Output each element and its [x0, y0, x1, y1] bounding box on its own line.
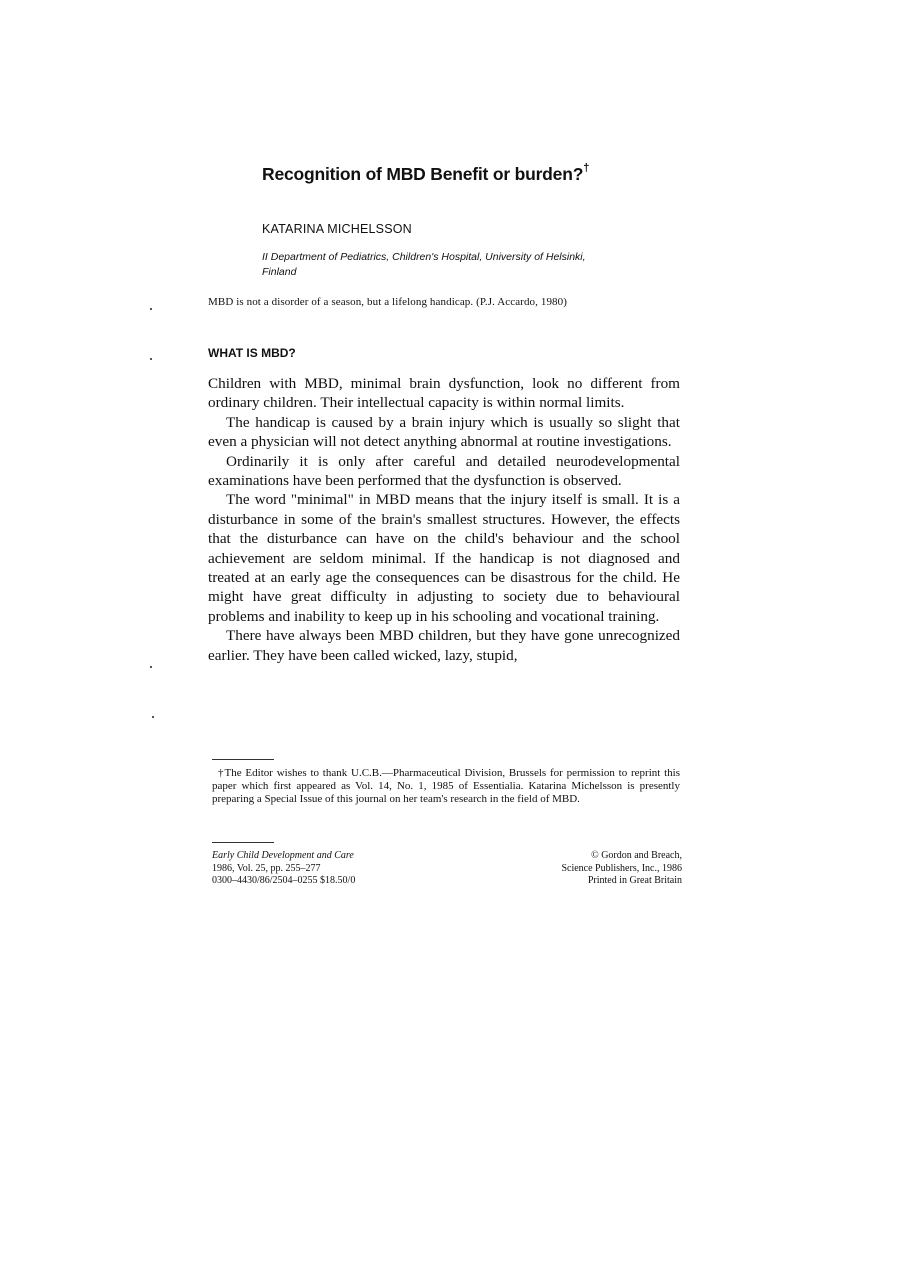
author-name: KATARINA MICHELSSON	[262, 222, 412, 236]
article-title	[262, 164, 589, 185]
title-footnote-mark: †	[583, 162, 590, 175]
publisher-line: Science Publishers, Inc., 1986	[561, 862, 682, 874]
publisher-info	[561, 850, 682, 888]
author-affiliation: II Department of Pediatrics, Children's Hospital, University of Helsinki, Finland	[262, 251, 586, 278]
footnote-text: †The Editor wishes to thank U.C.B.—Pharmaceutical Division, Brussels for permission to reprint this paper which first appeared as Vol. 14, No. 1, 1985 of Essentialia. Katarina Michelsson is presently preparing a Special Issue of this journal on her team's research in the field of MBD.	[212, 767, 680, 805]
printed-line: Printed in Great Britain	[587, 875, 682, 886]
body-paragraph: There have always been MBD children, but they have gone unrecognized earlier. They have been called wicked, lazy, stupid,	[208, 627, 680, 664]
body-text	[208, 374, 680, 665]
epigraph-quote: MBD is not a disorder of a season, but a lifelong handicap. (P.J. Accardo, 1980)	[208, 296, 568, 308]
scan-speck	[152, 716, 154, 718]
journal-name: Early Child Development and Care	[212, 850, 354, 861]
scan-speck	[150, 308, 152, 310]
copyright-line: © Gordon and Breach,	[591, 850, 682, 861]
footnote	[212, 767, 680, 806]
journal-code: 0300–4430/86/2504–0255 $18.50/0	[212, 875, 356, 886]
journal-volume: 1986, Vol. 25, pp. 255–277	[212, 862, 321, 874]
scan-speck	[150, 666, 152, 668]
scan-speck	[150, 358, 152, 360]
body-paragraph: The word "minimal" in MBD means that the injury itself is small. It is a disturbance in some of the brain's smallest structures. However, the effects that the disturbance can have on the child's behaviour and the school achievement are seldom minimal. If the handicap is not diagnosed and treated at an early age the consequences can be disastrous for the child. He might have great difficulty in adjusting to society due to behavioural problems and inability to keep up in his schooling and vocational training.	[208, 491, 680, 625]
body-paragraph: Ordinarily it is only after careful and detailed neurodevelopmental examinations have been performed that the dysfunction is observed.	[208, 452, 680, 490]
footnote-divider	[212, 759, 274, 760]
journal-citation	[212, 850, 355, 888]
section-heading: WHAT IS MBD?	[208, 346, 296, 360]
title-text: Recognition of MBD Benefit or burden?	[262, 164, 584, 184]
body-paragraph: The handicap is caused by a brain injury which is usually so slight that even a physician will not detect anything abnormal at routine investigations.	[208, 413, 680, 451]
journal-info-divider	[212, 842, 274, 843]
body-paragraph: Children with MBD, minimal brain dysfunction, look no different from ordinary children. Their intellectual capacity is within normal limits.	[208, 375, 680, 412]
